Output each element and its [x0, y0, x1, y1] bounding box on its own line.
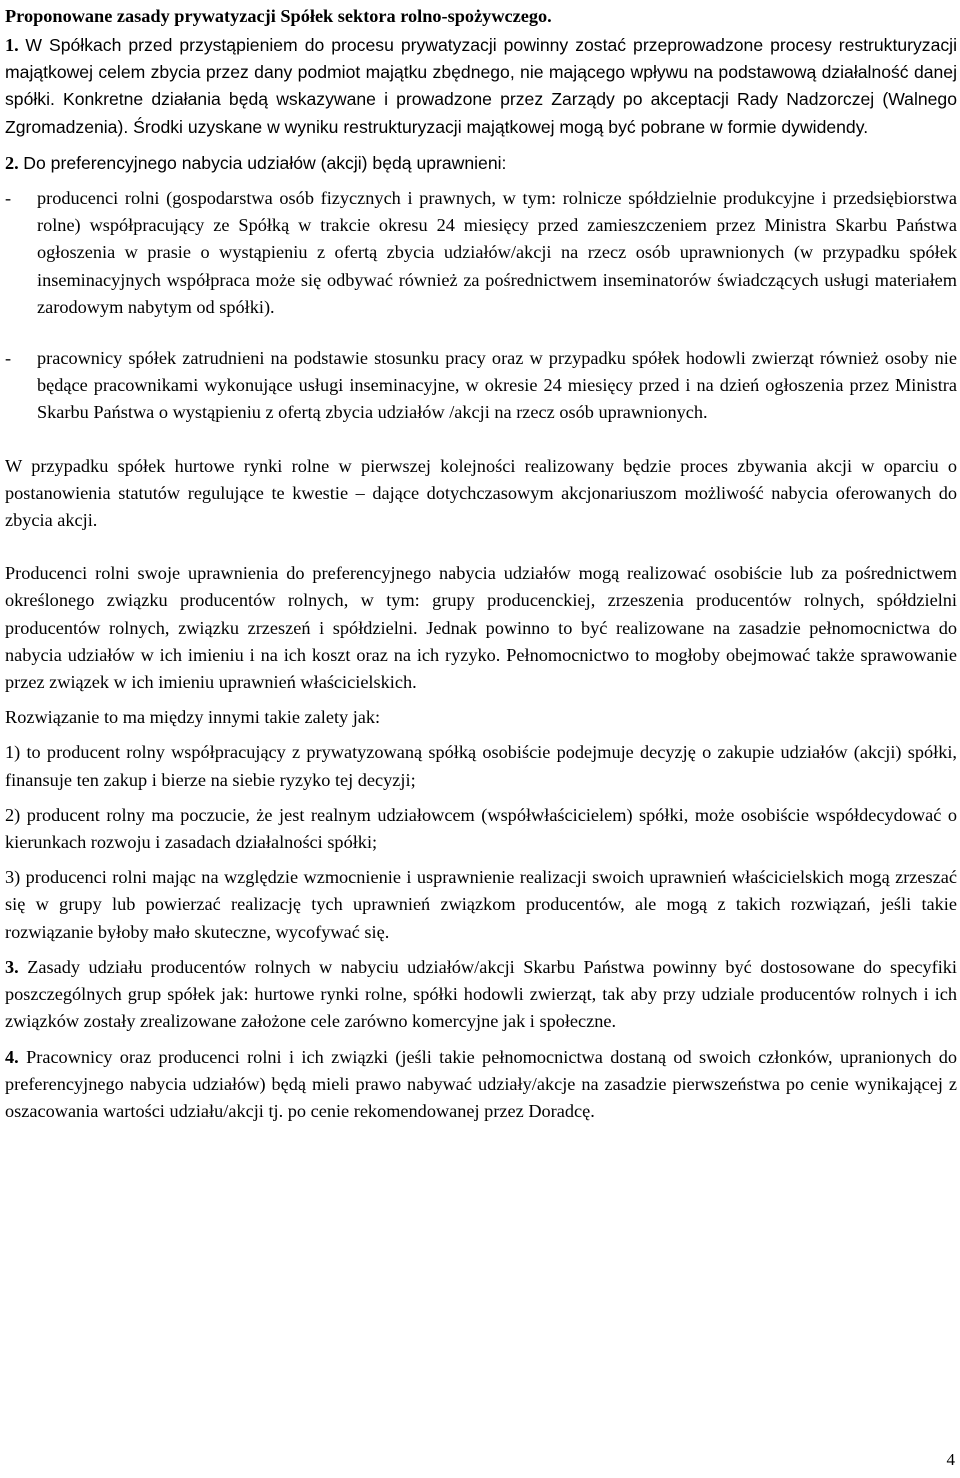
section-2-number: 2. — [5, 152, 19, 173]
list-item-text: producenci rolni (gospodarstwa osób fizycznych i prawnych, w tym: rolnicze spółdzielnie produkcyjne i przedsiębiorstwa rolne) współpracujący ze Spółką w trakcie okresu 24 miesięcy przed zamieszczeniem przez Ministra Skarbu Państwa ogłoszenia w prasie o wystąpieniu z ofertą zbycia udziałów/akcji na rzecz osób uprawnionych (w przypadku spółek inseminacyjnych współpraca może się odbywać również za pośrednictwem inseminatorów świadczących usługi materiałem zarodowym nabytym od spółki). — [37, 188, 957, 317]
section-4-text: Pracownicy oraz producenci rolni i ich związki (jeśli takie pełnomocnictwa dostaną od swoich członków, upranionych do preferencyjnego nabycia udziałów) będą mieli prawo nabywać udziały/akcje na zasadzie pierwszeństwa po cenie wynikającej z oszacowania wartości udziału/akcji tj. po cenie rekomendowanej przez Doradcę. — [5, 1046, 957, 1121]
document-title: Proponowane zasady prywatyzacji Spółek sektora rolno-spożywczego. — [5, 6, 552, 26]
advantage-item-1: 1) to producent rolny współpracujący z prywatyzowaną spółką osobiście podejmuje decyzję o zakupie udziałów (akcji) spółki, finansuje ten zakup i bierze na siebie ryzyko tej decyzji; — [5, 742, 957, 790]
section-1-number: 1. — [5, 35, 19, 55]
section-4-number: 4. — [5, 1046, 19, 1067]
section-2-intro — [5, 150, 957, 177]
advantage-item-2: 2) producent rolny ma poczucie, że jest realnym udziałowcem (współwłaścicielem) spółki, może osobiście współdecydować o kierunkach rozwoju i zasadach działalności spółki; — [5, 804, 957, 853]
eligible-list-item — [5, 345, 957, 427]
list-dash: - — [5, 348, 12, 369]
advantages-intro: Rozwiązanie to ma między innymi takie zalety jak: — [5, 707, 381, 728]
page-number: 4 — [946, 1450, 955, 1469]
paragraph-wholesale-markets: W przypadku spółek hurtowe rynki rolne w pierwszej kolejności realizowany będzie proces zbywania akcji w oparciu o postanowienia statutów regulujące te kwestie – dające dotychczasowym akcjonariuszom możliwość nabycia oferowanych do zbycia akcji. — [5, 455, 957, 531]
section-4 — [5, 1044, 957, 1126]
advantage-item-3: 3) producenci rolni mając na względzie wzmocnienie i usprawnienie realizacji swoich uprawnień właścicielskich mogą zrzeszać się w grupy lub powierzać realizację tych uprawnień związkom producentów, ale mogą z takich rozwiązań, jeśli takie rozwiązanie byłoby mało skuteczne, wycofywać się. — [5, 867, 957, 942]
eligible-list-item — [5, 185, 957, 321]
list-item-text: pracownicy spółek zatrudnieni na podstawie stosunku pracy oraz w przypadku spółek hodowli zwierząt również osoby nie będące pracownikami wykonujące usługi inseminacyjne, w okresie 24 miesięcy przed i na dzień ogłoszenia przez Ministra Skarbu Państwa o wystąpieniu z ofertą zbycia udziałów /akcji na rzecz osób uprawnionych. — [37, 348, 957, 423]
section-1 — [5, 32, 957, 141]
document-page — [5, 0, 957, 1125]
section-2-intro-text: Do preferencyjnego nabycia udziałów (akcji) będą uprawnieni: — [23, 152, 507, 173]
list-dash: - — [5, 188, 12, 209]
section-3 — [5, 954, 957, 1036]
section-3-text: Zasady udziału producentów rolnych w nabyciu udziałów/akcji Skarbu Państwa powinny być dostosowane do specyfiki poszczególnych grup spółek jak: hurtowe rynki rolne, spółki hodowli zwierząt, tak aby przy udziale producentów rolnych i ich związków zostały zrealizowane założone cele zarówno komercyjne jak i społeczne. — [5, 956, 957, 1032]
section-1-text: W Spółkach przed przystąpieniem do procesu prywatyzacji powinny zostać przeprowadzone procesy restrukturyzacji majątkowej celem zbycia przez dany podmiot majątku zbędnego, nie mającego wpływu na podstawową działalność danej spółki. Konkretne działania będą wskazywane i prowadzone przez Zarządy po akceptacji Rady Nadzorczej (Walnego Zgromadzenia). Środki uzyskane w wyniku restrukturyzacji majątkowej mogą być pobrane w formie dywidendy. — [5, 35, 957, 137]
section-3-number: 3. — [5, 956, 19, 977]
paragraph-producers-rights: Producenci rolni swoje uprawnienia do preferencyjnego nabycia udziałów mogą realizować osobiście lub za pośrednictwem określonego związku producentów rolnych, w tym: grupy producenckiej, zrzeszenia producentów rolnych, spółdzielni producentów rolnych, związku zrzeszeń i spółdzielni. Jednak powinno to być realizowane na zasadzie pełnomocnictwa do nabycia udziałów w ich imieniu i na ich koszt oraz na ich ryzyko. Pełnomocnictwo to mogłoby obejmować także sprawowanie przez związek w ich imieniu uprawnień właścicielskich. — [5, 563, 957, 693]
